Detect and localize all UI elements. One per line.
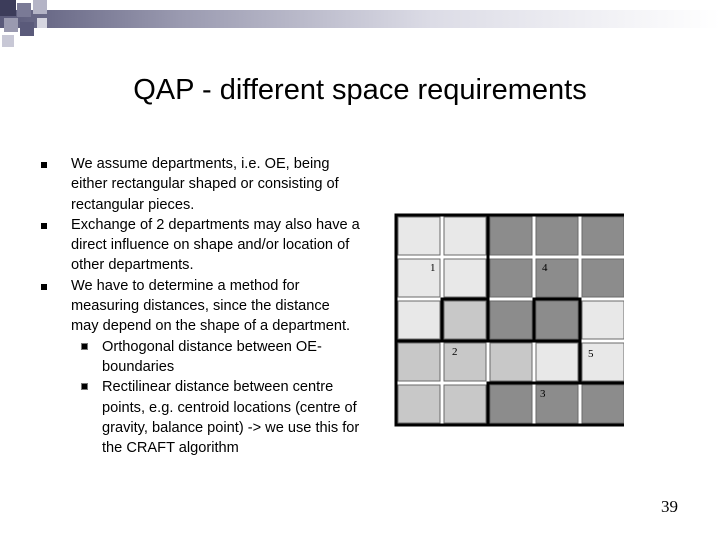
layout-cell (398, 301, 440, 339)
layout-cell (444, 217, 486, 255)
department-layout-grid (394, 213, 624, 428)
bullet-item (40, 154, 360, 215)
sub-bullet-item (71, 337, 360, 378)
header-decoration (0, 0, 720, 56)
department-label: 2 (452, 346, 458, 358)
sub-bullet-item (71, 377, 360, 458)
layout-cell (490, 217, 532, 255)
department-label: 3 (540, 388, 546, 400)
layout-cell (444, 259, 486, 297)
bullet-text: We have to determine a method for measuring distances, since the distance may depend on the shape of a department. (71, 277, 351, 335)
layout-cell (398, 385, 440, 423)
layout-cell (490, 343, 532, 381)
layout-cell (444, 385, 486, 423)
layout-cell (398, 343, 440, 381)
layout-cell (582, 385, 624, 423)
square-bullet-icon (41, 223, 47, 229)
layout-cell (536, 343, 578, 381)
sub-bullet-text: Rectilinear distance between centre points, e.g. centroid locations (centre of gravity, balance point) -> we use this for the CRAFT algorithm (102, 379, 360, 457)
department-label: 1 (430, 262, 436, 274)
bullet-list (40, 154, 360, 458)
square-bullet-icon (41, 162, 47, 168)
layout-cell (582, 259, 624, 297)
layout-cell (536, 217, 578, 255)
slide-title: QAP - different space requirements (133, 74, 587, 106)
sub-bullet-text: Orthogonal distance between OE-boundaries (102, 338, 322, 375)
layout-cell (490, 385, 532, 423)
layout-cell (490, 259, 532, 297)
hollow-square-bullet-icon (81, 383, 88, 390)
hollow-square-bullet-icon (81, 343, 88, 350)
layout-cell (398, 217, 440, 255)
bullet-item (40, 215, 360, 276)
bullet-text: Exchange of 2 departments may also have a direct influence on shape and/or location of other departments. (71, 216, 360, 274)
layout-cell (582, 301, 624, 339)
layout-cell (582, 217, 624, 255)
bullet-text: We assume departments, i.e. OE, being either rectangular shaped or consisting of rectangular pieces. (71, 156, 339, 213)
layout-cell (444, 301, 486, 339)
department-label: 4 (542, 262, 548, 274)
department-label: 5 (588, 348, 594, 360)
page-number: 39 (661, 497, 678, 516)
layout-cell (444, 343, 486, 381)
square-bullet-icon (41, 284, 47, 290)
layout-cell (490, 301, 532, 339)
bullet-item (40, 276, 360, 459)
layout-cell (536, 301, 578, 339)
